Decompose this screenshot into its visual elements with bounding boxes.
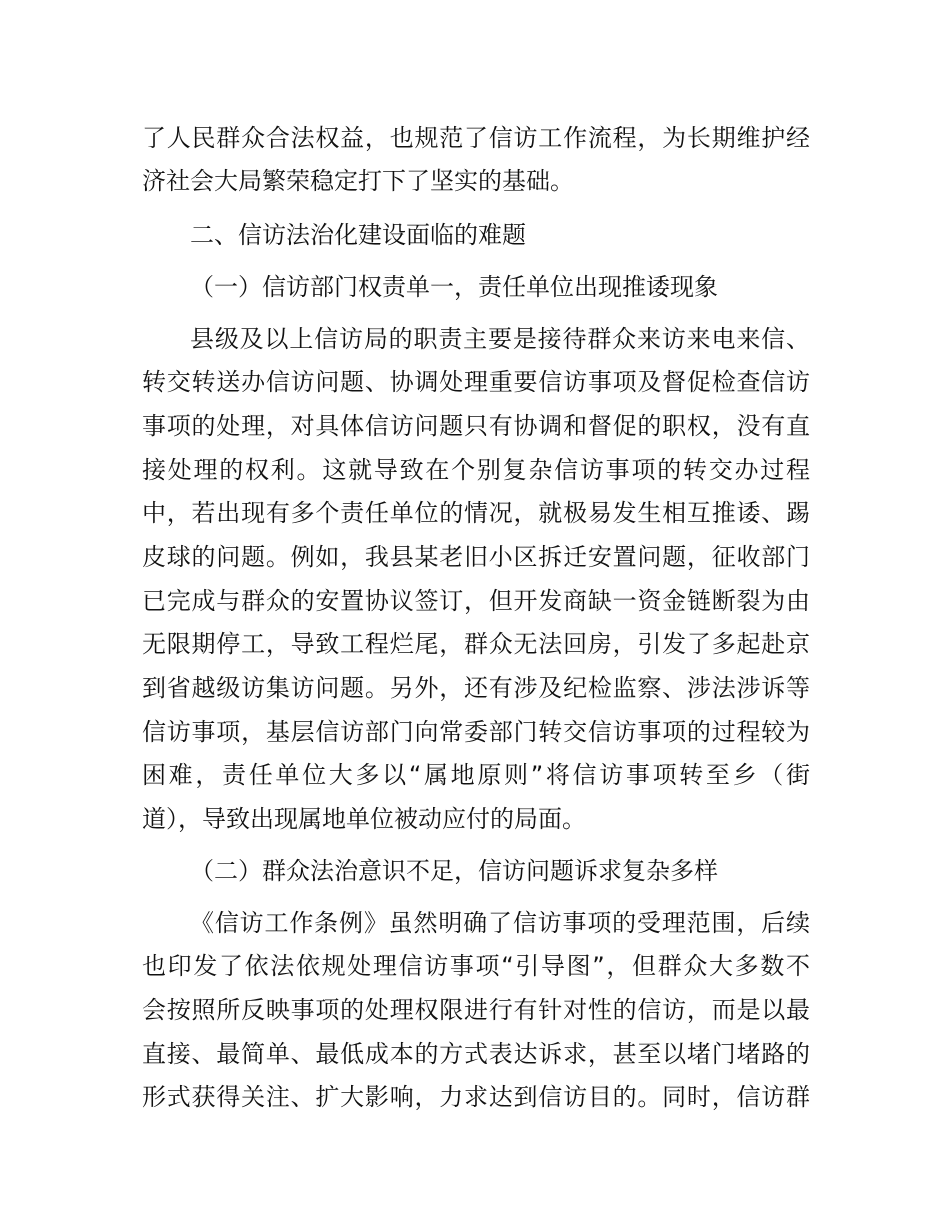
section-heading: 二、信访法治化建设面临的难题 — [190, 221, 526, 249]
paragraph-line: 皮球的问题。例如，我县某老旧小区拆迁安置问题，征收部门 — [142, 543, 810, 571]
paragraph-line: 了人民群众合法权益，也规范了信访工作流程，为长期维护经 — [142, 124, 810, 152]
subsection-heading: （一）信访部门权责单一，责任单位出现推诿现象 — [190, 273, 718, 301]
subsection-heading: （二）群众法治意识不足，信访问题诉求复杂多样 — [190, 857, 718, 885]
paragraph-line: 直接、最简单、最低成本的方式表达诉求，甚至以堵门堵路的 — [142, 1040, 810, 1068]
paragraph-line: 县级及以上信访局的职责主要是接待群众来访来电来信、 — [190, 325, 810, 353]
paragraph-line: 也印发了依法依规处理信访事项“引导图”，但群众大多数不 — [142, 952, 810, 980]
paragraph-line: 困难，责任单位大多以“属地原则”将信访事项转至乡（街 — [142, 761, 810, 789]
paragraph-line: 事项的处理，对具体信访问题只有协调和督促的职权，没有直 — [142, 412, 810, 440]
paragraph-line: 形式获得关注、扩大影响，力求达到信访目的。同时，信访群 — [142, 1083, 810, 1111]
paragraph-line: 会按照所反映事项的处理权限进行有针对性的信访，而是以最 — [142, 996, 810, 1024]
paragraph-line: 道），导致出现属地单位被动应付的局面。 — [142, 805, 586, 833]
paragraph-line: 已完成与群众的安置协议签订，但开发商缺一资金链断裂为由 — [142, 587, 810, 615]
paragraph-line: 济社会大局繁荣稳定打下了坚实的基础。 — [142, 167, 574, 195]
paragraph-line: 中，若出现有多个责任单位的情况，就极易发生相互推诿、踢 — [142, 499, 810, 527]
paragraph-line: 到省越级访集访问题。另外，还有涉及纪检监察、涉法涉诉等 — [142, 674, 810, 702]
paragraph-line: 无限期停工，导致工程烂尾，群众无法回房，引发了多起赴京 — [142, 630, 810, 658]
paragraph-line: 接处理的权利。这就导致在个别复杂信访事项的转交办过程 — [142, 456, 810, 484]
paragraph-line: 转交转送办信访问题、协调处理重要信访事项及督促检查信访 — [142, 368, 810, 396]
paragraph-line: 《信访工作条例》虽然明确了信访事项的受理范围，后续 — [190, 909, 810, 937]
paragraph-line: 信访事项，基层信访部门向常委部门转交信访事项的过程较为 — [142, 718, 810, 746]
